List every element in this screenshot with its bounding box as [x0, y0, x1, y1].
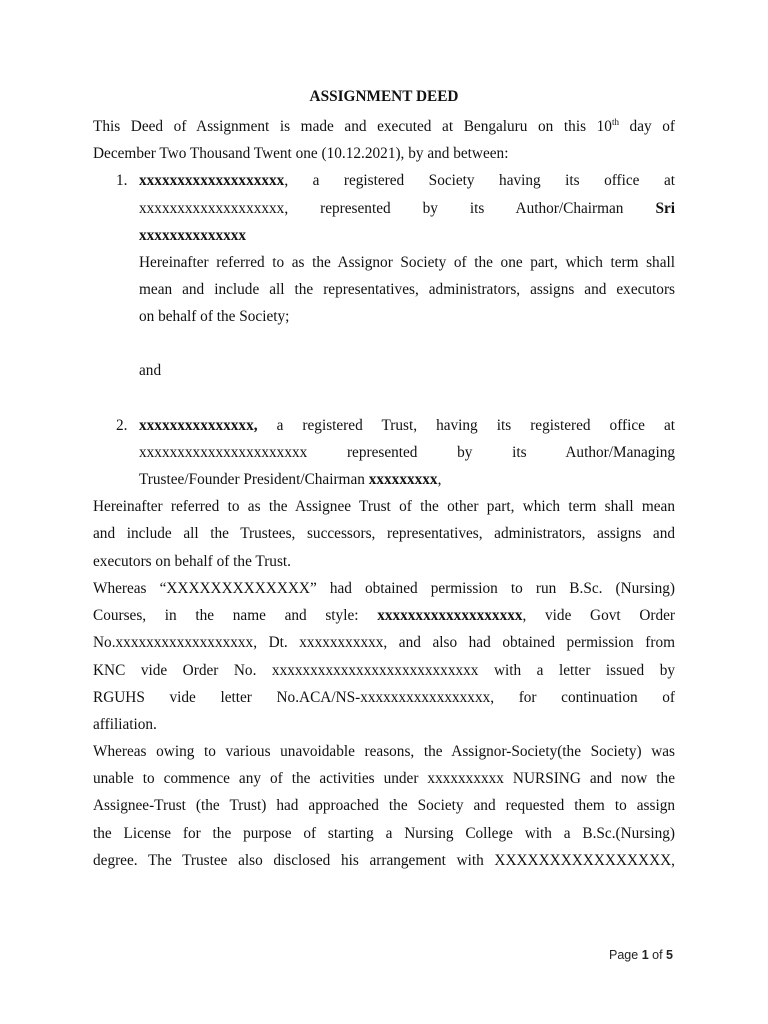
assignee-line-1: Hereinafter referred to as the Assignee Trust of the other part, which term shall mean: [93, 498, 675, 515]
party1-line-1: xxxxxxxxxxxxxxxxxxx, a registered Society having its office at: [139, 172, 675, 189]
whereas1-line-6: affiliation.: [93, 716, 157, 733]
whereas2-line-4: the License for the purpose of starting a Nursing College with a B.Sc.(Nursing): [93, 825, 675, 842]
party1-para-line-3: on behalf of the Society;: [139, 308, 290, 325]
assignee-line-3: executors on behalf of the Trust.: [93, 553, 291, 570]
whereas2-line-5: degree. The Trustee also disclosed his arrangement with XXXXXXXXXXXXXXXX,: [93, 852, 675, 869]
party1-line-2: xxxxxxxxxxxxxxxxxxx, represented by its Author/Chairman Sri: [139, 200, 675, 217]
intro-line-1: This Deed of Assignment is made and executed at Bengaluru on this 10th day of: [93, 116, 675, 135]
page-number-footer: Page 1 of 5: [609, 948, 673, 962]
document-title: ASSIGNMENT DEED: [309, 88, 459, 105]
party1-para-line-2: mean and include all the representatives, administrators, assigns and executors: [139, 281, 675, 298]
whereas1-line-3: No.xxxxxxxxxxxxxxxxxx, Dt. xxxxxxxxxxx, and also had obtained permission from: [93, 634, 675, 651]
whereas2-line-2: unable to commence any of the activities under xxxxxxxxxx NURSING and now the: [93, 770, 675, 787]
whereas2-line-1: Whereas owing to various unavoidable reasons, the Assignor-Society(the Society) was: [93, 743, 675, 760]
whereas1-line-2: Courses, in the name and style: xxxxxxxxxxxxxxxxxxx, vide Govt Order: [93, 607, 676, 624]
whereas1-line-5: RGUHS vide letter No.ACA/NS-xxxxxxxxxxxxxxxxx, for continuation of: [93, 689, 675, 706]
whereas2-line-3: Assignee-Trust (the Trust) had approached the Society and requested them to assign: [93, 797, 675, 814]
assignee-line-2: and include all the Trustees, successors, representatives, administrators, assigns and: [93, 525, 675, 542]
party1-number: 1.: [116, 172, 128, 189]
whereas1-line-1: Whereas “XXXXXXXXXXXXX” had obtained permission to run B.Sc. (Nursing): [93, 580, 675, 597]
party2-line-3: Trustee/Founder President/Chairman xxxxxxxxx,: [139, 471, 442, 488]
party1-para-line-1: Hereinafter referred to as the Assignor Society of the one part, which term shall: [139, 254, 675, 271]
party2-number: 2.: [116, 417, 128, 434]
whereas1-line-4: KNC vide Order No. xxxxxxxxxxxxxxxxxxxxxxxxxxx with a letter issued by: [93, 662, 675, 679]
intro-line-2: December Two Thousand Twent one (10.12.2021), by and between:: [93, 145, 509, 162]
party1-line-3: xxxxxxxxxxxxxx: [139, 227, 247, 244]
conjunction-and: and: [139, 362, 162, 379]
party2-line-2: xxxxxxxxxxxxxxxxxxxxxx represented by its Author/Managing: [139, 444, 675, 461]
party2-line-1: xxxxxxxxxxxxxxx, a registered Trust, having its registered office at: [139, 417, 675, 434]
